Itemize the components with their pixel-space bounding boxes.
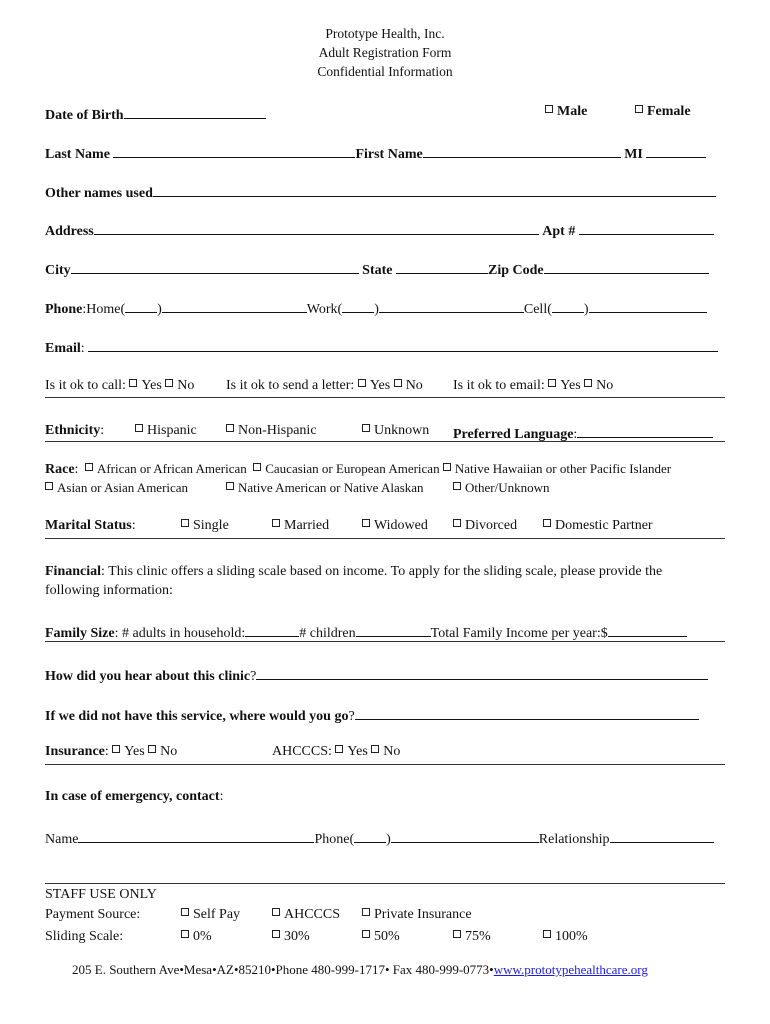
yes-label: Yes <box>560 378 581 393</box>
yes-label: Yes <box>141 378 162 393</box>
last-name-label: Last Name <box>45 147 110 162</box>
address-label: Address <box>45 224 94 239</box>
ethnicity-label: Ethnicity <box>45 423 101 438</box>
name-row <box>45 143 706 163</box>
divider <box>45 641 725 642</box>
private-insurance-checkbox[interactable] <box>362 908 370 916</box>
ok-email-label: Is it ok to email: <box>453 378 545 393</box>
male-checkbox[interactable] <box>545 105 553 113</box>
no-service-label: If we did not have this service, where would you go <box>45 709 349 724</box>
race-asian-checkbox[interactable] <box>45 482 53 490</box>
scale-30-label: 30% <box>284 929 310 944</box>
scale-30-option[interactable] <box>272 929 310 945</box>
race-caucasian-label: Caucasian or European American <box>265 461 440 476</box>
ok-call-no-checkbox[interactable] <box>165 379 173 387</box>
ok-letter-no-checkbox[interactable] <box>394 379 402 387</box>
form-title: Adult Registration Form <box>318 45 452 60</box>
marital-status-label: Marital Status <box>45 518 132 533</box>
widowed-option[interactable] <box>362 518 428 534</box>
female-label: Female <box>647 104 691 119</box>
hear-about-row <box>45 665 708 685</box>
race-native-american-checkbox[interactable] <box>226 482 234 490</box>
non-hispanic-label: Non-Hispanic <box>238 423 317 438</box>
work-phone-field[interactable] <box>379 298 524 313</box>
payment-source-label: Payment Source: <box>45 907 141 922</box>
state-label: State <box>362 263 393 278</box>
hispanic-option[interactable] <box>135 423 197 439</box>
unknown-option[interactable] <box>362 423 429 439</box>
no-service-field[interactable] <box>355 705 699 720</box>
race-hawaiian-label: Native Hawaiian or other Pacific Islander <box>454 461 672 476</box>
family-size-row <box>45 622 687 642</box>
ahcccs-label: AHCCCS: <box>272 744 332 759</box>
ok-call-label: Is it ok to call: <box>45 378 126 393</box>
self-pay-checkbox[interactable] <box>181 908 189 916</box>
divider <box>45 764 725 765</box>
race-native-american-label: Native American or Native Alaskan <box>238 480 424 495</box>
financial-text: : This clinic offers a sliding scale based on income. To apply for the sliding scale, please provide the <box>101 564 663 579</box>
scale-0-label: 0% <box>193 929 212 944</box>
race-label: Race <box>45 462 75 477</box>
insurance-yes-checkbox[interactable] <box>112 745 120 753</box>
single-checkbox[interactable] <box>181 519 189 527</box>
dob-label: Date of Birth <box>45 108 124 123</box>
widowed-checkbox[interactable] <box>362 519 370 527</box>
yes-label: Yes <box>369 378 391 393</box>
email-field[interactable] <box>88 337 718 352</box>
female-option[interactable] <box>635 104 691 120</box>
scale-75-checkbox[interactable] <box>453 930 461 938</box>
form-subtitle: Confidential Information <box>317 64 453 79</box>
ok-letter-group <box>226 378 423 394</box>
divorced-checkbox[interactable] <box>453 519 461 527</box>
marital-status-label-group <box>45 518 136 534</box>
home-phone-field[interactable] <box>162 298 307 313</box>
no-service-row <box>45 705 699 725</box>
private-insurance-label: Private Insurance <box>374 907 472 922</box>
children-field[interactable] <box>356 622 431 637</box>
total-income-field[interactable] <box>608 622 687 637</box>
divider <box>45 883 725 884</box>
self-pay-option[interactable] <box>181 907 240 923</box>
email-colon: : <box>80 341 85 356</box>
emergency-area-code-field[interactable] <box>354 828 386 843</box>
children-label: # children <box>299 626 356 641</box>
scale-50-checkbox[interactable] <box>362 930 370 938</box>
zip-field[interactable] <box>544 259 709 274</box>
scale-0-option[interactable] <box>181 929 212 945</box>
apt-field[interactable] <box>579 220 714 235</box>
domestic-partner-checkbox[interactable] <box>543 519 551 527</box>
non-hispanic-option[interactable] <box>226 423 317 439</box>
scale-75-label: 75% <box>465 929 491 944</box>
emergency-phone-field[interactable] <box>391 828 539 843</box>
scale-100-checkbox[interactable] <box>543 930 551 938</box>
hear-about-field[interactable] <box>256 665 708 680</box>
unknown-checkbox[interactable] <box>362 424 370 432</box>
relationship-label: Relationship <box>538 832 610 847</box>
colon: : <box>573 427 578 442</box>
first-name-field[interactable] <box>423 143 621 158</box>
ok-letter-yes-checkbox[interactable] <box>358 379 366 387</box>
financial-text-line-1 <box>45 564 662 580</box>
married-checkbox[interactable] <box>272 519 280 527</box>
company-name: Prototype Health, Inc. <box>325 26 445 41</box>
other-names-label: Other names used <box>45 186 153 201</box>
race-african-label: African or African American <box>96 461 247 476</box>
self-pay-label: Self Pay <box>193 907 241 922</box>
ahcccs-no-checkbox[interactable] <box>371 745 379 753</box>
single-label: Single <box>193 518 229 533</box>
footer <box>72 962 648 978</box>
cell-area-code-field[interactable] <box>552 298 584 313</box>
emergency-name-field[interactable] <box>78 828 314 843</box>
domestic-partner-label: Domestic Partner <box>555 518 653 533</box>
insurance-label: Insurance <box>45 744 105 759</box>
staff-use-title: STAFF USE ONLY <box>45 887 157 902</box>
last-name-field[interactable] <box>113 143 355 158</box>
no-label: No <box>596 378 614 393</box>
preferred-language-label: Preferred Language <box>453 427 574 442</box>
race-caucasian-checkbox[interactable] <box>253 463 261 471</box>
total-income-label: Total Family Income per year:$ <box>430 626 608 641</box>
divider <box>45 538 725 539</box>
relationship-field[interactable] <box>610 828 714 843</box>
financial-text-line-2: following information: <box>45 583 173 598</box>
family-size-label: Family Size <box>45 626 115 641</box>
scale-50-option[interactable] <box>362 929 400 945</box>
financial-label: Financial <box>45 564 102 579</box>
staff-ahcccs-option[interactable] <box>272 907 340 923</box>
race-other-option[interactable] <box>453 480 550 496</box>
race-row-1 <box>45 461 671 478</box>
divorced-option[interactable] <box>453 518 517 534</box>
female-checkbox[interactable] <box>635 105 643 113</box>
first-name-label: First Name <box>355 147 423 162</box>
male-label: Male <box>557 104 588 119</box>
apt-label: Apt # <box>542 224 576 239</box>
paren: ) <box>374 302 379 317</box>
contact-permissions <box>45 378 194 394</box>
colon: : <box>131 518 136 533</box>
question-mark: ? <box>348 709 355 724</box>
divider <box>45 397 725 398</box>
yes-label: Yes <box>347 744 368 759</box>
mi-field[interactable] <box>646 143 706 158</box>
adults-field[interactable] <box>245 622 299 637</box>
website-link[interactable]: www.prototypehealthcare.org <box>493 962 648 977</box>
mi-label: MI <box>624 147 643 162</box>
widowed-label: Widowed <box>374 518 428 533</box>
adults-label: : # adults in household: <box>114 626 246 641</box>
ok-letter-label: Is it ok to send a letter: <box>226 378 355 393</box>
address-row <box>45 220 714 240</box>
phone-work-label: Work( <box>306 302 343 317</box>
phone-label: Phone <box>45 302 83 317</box>
question-mark: ? <box>250 669 257 684</box>
state-field[interactable] <box>396 259 488 274</box>
paren: ) <box>583 302 589 317</box>
staff-ahcccs-label: AHCCCS <box>284 907 341 922</box>
phone-home-label: :Home( <box>82 302 126 317</box>
colon: : <box>100 423 105 438</box>
divorced-label: Divorced <box>465 518 518 533</box>
race-african-checkbox[interactable] <box>85 463 93 471</box>
paren: ) <box>386 832 391 847</box>
hear-about-label: How did you hear about this clinic <box>45 669 251 684</box>
married-label: Married <box>284 518 330 533</box>
dob-field[interactable] <box>124 104 266 119</box>
work-area-code-field[interactable] <box>342 298 374 313</box>
private-insurance-option[interactable] <box>362 907 472 923</box>
scale-30-checkbox[interactable] <box>272 930 280 938</box>
scale-0-checkbox[interactable] <box>181 930 189 938</box>
unknown-label: Unknown <box>374 423 430 438</box>
no-label: No <box>177 378 195 393</box>
no-label: No <box>160 744 178 759</box>
ethnicity-label-group <box>45 423 104 439</box>
preferred-language-field[interactable] <box>577 423 713 438</box>
ok-call-yes-checkbox[interactable] <box>129 379 137 387</box>
hispanic-checkbox[interactable] <box>135 424 143 432</box>
insurance-no-checkbox[interactable] <box>148 745 156 753</box>
staff-ahcccs-checkbox[interactable] <box>272 908 280 916</box>
paren: ) <box>157 302 162 317</box>
male-option[interactable] <box>545 104 587 120</box>
race-other-checkbox[interactable] <box>453 482 461 490</box>
city-field[interactable] <box>71 259 359 274</box>
ok-email-no-checkbox[interactable] <box>584 379 592 387</box>
divider <box>45 441 725 442</box>
phone-row <box>45 298 707 318</box>
ahcccs-yes-checkbox[interactable] <box>335 745 343 753</box>
other-names-row <box>45 182 716 202</box>
domestic-partner-option[interactable] <box>543 518 653 534</box>
emergency-phone-label: Phone( <box>314 832 355 847</box>
phone-cell-label: Cell( <box>523 302 552 317</box>
yes-label: Yes <box>124 744 145 759</box>
cell-phone-field[interactable] <box>589 298 707 313</box>
race-native-american-option[interactable] <box>226 480 424 496</box>
address-field[interactable] <box>94 220 539 235</box>
sliding-scale-label: Sliding Scale: <box>45 929 124 944</box>
scale-75-option[interactable] <box>453 929 491 945</box>
race-hawaiian-checkbox[interactable] <box>443 463 451 471</box>
colon: : <box>219 789 224 804</box>
footer-address: 205 E. Southern Ave•Mesa•AZ•85210•Phone 480-999-1717• Fax 480-999-0773• <box>72 962 494 977</box>
scale-50-label: 50% <box>374 929 400 944</box>
ahcccs-row <box>272 744 400 760</box>
other-names-field[interactable] <box>153 182 716 197</box>
scale-100-option[interactable] <box>543 929 588 945</box>
zip-label: Zip Code <box>488 263 544 278</box>
race-asian-label: Asian or Asian American <box>57 480 189 495</box>
emergency-contact-row <box>45 828 714 848</box>
hispanic-label: Hispanic <box>147 423 197 438</box>
email-label: Email <box>45 341 81 356</box>
colon: : <box>74 462 79 477</box>
insurance-row <box>45 744 177 760</box>
married-option[interactable] <box>272 518 329 534</box>
scale-100-label: 100% <box>555 929 588 944</box>
ok-email-group <box>453 378 613 394</box>
race-asian-option[interactable] <box>45 480 188 496</box>
preferred-language-group <box>453 423 713 443</box>
race-other-label: Other/Unknown <box>465 480 550 495</box>
colon: : <box>104 744 109 759</box>
no-label: No <box>383 744 401 759</box>
home-area-code-field[interactable] <box>125 298 157 313</box>
city-row <box>45 259 709 279</box>
email-row <box>45 337 718 357</box>
dob-row <box>45 104 266 124</box>
city-label: City <box>45 263 71 278</box>
emergency-heading <box>45 789 223 805</box>
no-label: No <box>405 378 423 393</box>
ok-email-yes-checkbox[interactable] <box>548 379 556 387</box>
non-hispanic-checkbox[interactable] <box>226 424 234 432</box>
emergency-name-label: Name <box>45 832 79 847</box>
single-option[interactable] <box>181 518 229 534</box>
emergency-label: In case of emergency, contact <box>45 789 220 804</box>
